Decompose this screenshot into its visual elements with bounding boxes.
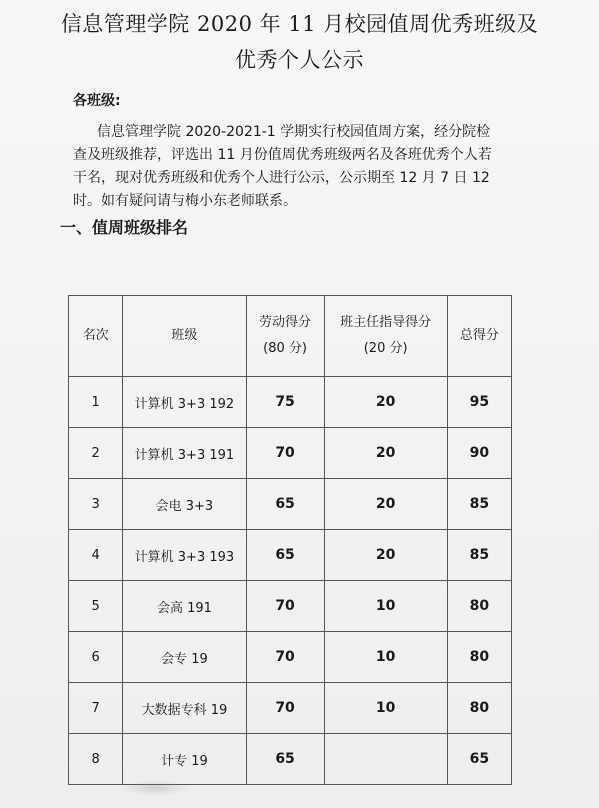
teacher-score-cell: 10 [324, 632, 447, 683]
total-score-cell: 85 [447, 530, 511, 581]
class-cell: 会电 3+3 [123, 479, 246, 530]
document-title-line1: 信息管理学院 2020 年 11 月校园值周优秀班级及 [60, 12, 539, 36]
paragraph-line: 查及班级推荐，评选出 11 月份值周优秀班级两名及各班优秀个人若 [73, 147, 492, 163]
table-row [69, 683, 512, 734]
paragraph-line: 信息管理学院 2020-2021-1 学期实行校园值周方案，经分院检 [97, 124, 491, 140]
table-row [69, 734, 512, 785]
class-cell: 计算机 3+3 191 [123, 428, 246, 479]
ranking-table [68, 295, 512, 785]
table-row [69, 377, 512, 428]
document-title-line2: 优秀个人公示 [235, 48, 364, 72]
total-score-cell: 65 [447, 734, 511, 785]
paragraph-line: 干名，现对优秀班级和优秀个人进行公示，公示期至 12 月 7 日 12 [73, 170, 490, 186]
table-row [69, 632, 512, 683]
class-cell: 计算机 3+3 193 [123, 530, 246, 581]
total-score-cell: 90 [447, 428, 511, 479]
table-row [69, 428, 512, 479]
teacher-score-cell: 20 [324, 428, 447, 479]
rank-cell: 6 [69, 632, 123, 683]
rank-cell: 7 [69, 683, 123, 734]
total-score-cell: 80 [447, 683, 511, 734]
labor-score-cell: 75 [246, 377, 324, 428]
table-row [69, 479, 512, 530]
table-row [69, 581, 512, 632]
header-total-score: 总得分 [447, 296, 511, 377]
teacher-score-cell: 10 [324, 581, 447, 632]
rank-cell: 2 [69, 428, 123, 479]
class-cell: 会专 19 [123, 632, 246, 683]
class-cell: 计算机 3+3 192 [123, 377, 246, 428]
rank-cell: 5 [69, 581, 123, 632]
teacher-score-cell: 20 [324, 530, 447, 581]
table-row [69, 530, 512, 581]
labor-score-cell: 70 [246, 428, 324, 479]
total-score-cell: 80 [447, 632, 511, 683]
rank-cell: 3 [69, 479, 123, 530]
salutation: 各班级: [73, 93, 121, 109]
labor-score-cell: 70 [246, 581, 324, 632]
total-score-cell: 95 [447, 377, 511, 428]
teacher-score-cell: 20 [324, 377, 447, 428]
paragraph-line: 时。如有疑问请与梅小东老师联系。 [73, 193, 297, 209]
table-header-row [69, 296, 512, 377]
class-cell: 会高 191 [123, 581, 246, 632]
labor-score-cell: 65 [246, 530, 324, 581]
section-heading: 一、值周班级排名 [60, 218, 189, 237]
rank-cell: 8 [69, 734, 123, 785]
rank-cell: 4 [69, 530, 123, 581]
total-score-cell: 85 [447, 479, 511, 530]
labor-score-cell: 65 [246, 479, 324, 530]
labor-score-cell: 70 [246, 683, 324, 734]
labor-score-cell: 65 [246, 734, 324, 785]
class-cell: 计专 19 [123, 734, 246, 785]
rank-cell: 1 [69, 377, 123, 428]
header-labor-score: 劳动得分 (80 分) [246, 296, 324, 377]
header-rank: 名次 [69, 296, 123, 377]
teacher-score-cell: 10 [324, 683, 447, 734]
teacher-score-cell [324, 734, 447, 785]
teacher-score-cell: 20 [324, 479, 447, 530]
class-cell: 大数据专科 19 [123, 683, 246, 734]
paper-smudge [120, 780, 190, 796]
labor-score-cell: 70 [246, 632, 324, 683]
total-score-cell: 80 [447, 581, 511, 632]
header-class: 班级 [123, 296, 246, 377]
header-teacher-score: 班主任指导得分 (20 分) [324, 296, 447, 377]
